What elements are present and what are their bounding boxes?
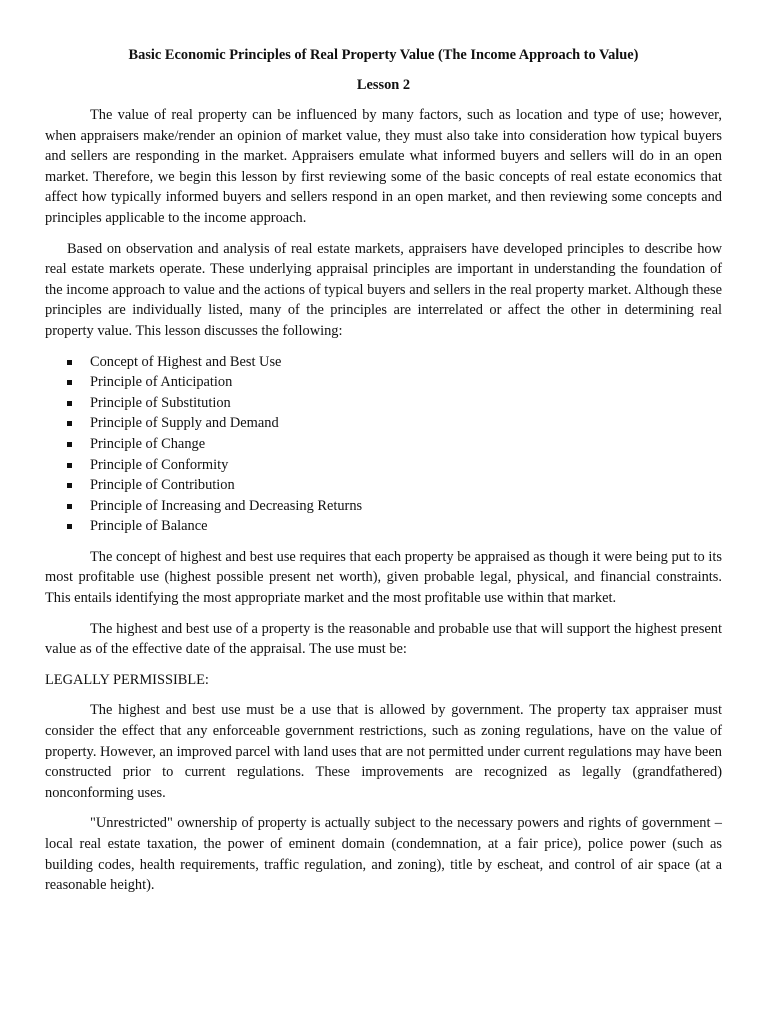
section-heading: LEGALLY PERMISSIBLE: [45,671,209,688]
square-bullet-icon [67,360,72,365]
list-item: Principle of Balance [45,516,722,537]
square-bullet-icon [67,380,72,385]
list-item: Principle of Contribution [45,475,722,496]
square-bullet-icon [67,421,72,426]
principles-list [45,352,722,537]
list-item: Concept of Highest and Best Use [45,352,722,373]
list-item: Principle of Change [45,434,722,455]
highest-best-use-paragraph: The concept of highest and best use requires that each property be appraised as though it were being put to its most profitable use (highest possible present net worth), given probable legal, physical, and financial constraints. This entails identifying the most appropriate market and the most profitable use within that market. [45,548,722,607]
list-item: Principle of Increasing and Decreasing Returns [45,496,722,517]
square-bullet-icon [67,401,72,406]
legally-permissible-paragraph: The highest and best use must be a use that is allowed by government. The property tax appraiser must consider the effect that any enforceable government restrictions, such as zoning regulations, have on the value of property. However, an improved parcel with land uses that are not permitted under current regulations may have been constructed prior to current regulations. These improvements are recognized as legally (grandfathered) nonconforming uses. [45,702,722,801]
list-item: Principle of Substitution [45,393,722,414]
lesson-label: Lesson 2 [356,77,411,93]
intro-paragraph: The value of real property can be influenced by many factors, such as location and type of use; however, when appraisers make/render an opinion of market value, they must also take into consideration how typical buyers and sellers are responding in the market. Appraisers emulate what informed buyers and sellers will do in an open market. Therefore, we begin this lesson by first reviewing some of the basic concepts of real estate economics that affect how typically informed buyers and sellers respond in an open market, and then reviewing some concepts and principles applicable to the income approach. [45,107,722,226]
square-bullet-icon [67,463,72,468]
document-title: Basic Economic Principles of Real Property Value (The Income Approach to Value) [128,47,639,63]
square-bullet-icon [67,504,72,509]
list-item: Principle of Supply and Demand [45,413,722,434]
use-must-be-paragraph: The highest and best use of a property is the reasonable and probable use that will support the highest present value as of the effective date of the appraisal. The use must be: [45,620,722,658]
principles-intro-paragraph: Based on observation and analysis of real estate markets, appraisers have developed principles to describe how real estate markets operate. These underlying appraisal principles are important in understanding the foundation of the income approach to value and the actions of typical buyers and sellers in the real property market. Although these principles are individually listed, many of the principles are interrelated or affect the other in determining real property value. This lesson discusses the following: [45,240,722,339]
unrestricted-ownership-paragraph: "Unrestricted" ownership of property is actually subject to the necessary powers and rights of government – local real estate taxation, the power of eminent domain (condemnation, at a fair price), police power (such as building codes, health requirements, traffic regulation, and zoning), title by escheat, and control of air space (at a reasonable height). [45,815,722,894]
square-bullet-icon [67,524,72,529]
square-bullet-icon [67,483,72,488]
list-item: Principle of Conformity [45,455,722,476]
square-bullet-icon [67,442,72,447]
list-item: Principle of Anticipation [45,372,722,393]
